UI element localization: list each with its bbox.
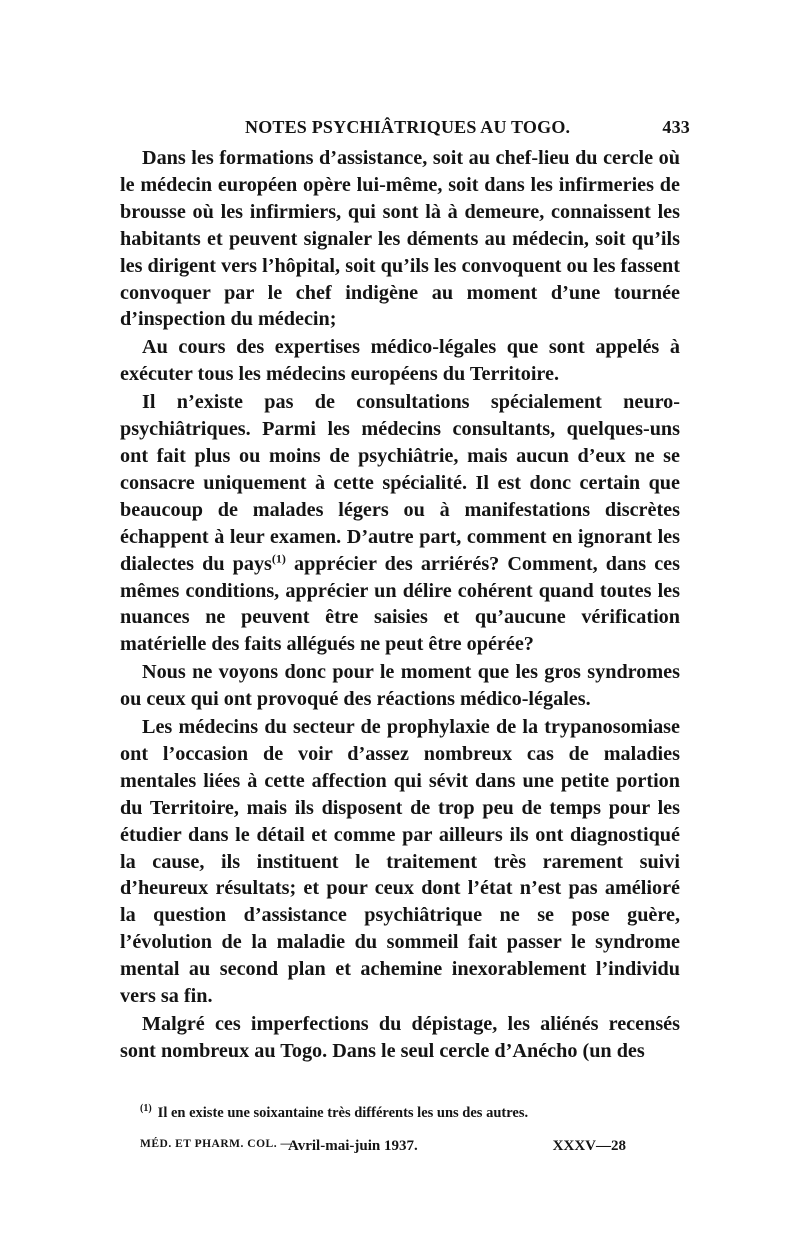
footer-signature: XXXV—28 xyxy=(552,1138,626,1154)
paragraph-depistage: Malgré ces imperfections du dépistage, les aliénés recensés sont nombreux au Togo. Dans le seul cercle d’Anécho (un des xyxy=(120,1013,680,1062)
paragraph-consultations-end: apprécier des arriérés? Comment, dans ces mêmes conditions, apprécier un délire cohérent quand toutes les nuances ne peuvent être saisies et qu’aucune vérification matérielle des faits allégués ne peut être opérée? xyxy=(120,552,680,656)
paragraph-expertises: Au cours des expertises médico-légales que sont appelés à exécuter tous les médecins européens du Territoire. xyxy=(120,336,680,386)
footer-source: MÉD. ET PHARM. COL. — xyxy=(140,1138,293,1150)
paragraph-gros-syndromes: Nous ne voyons donc pour le moment que les gros syndromes ou ceux qui ont provoqué des réactions médico-légales. xyxy=(120,661,680,711)
paragraph-consultations xyxy=(120,389,680,658)
paragraph-trypanosomiase: Les médecins du secteur de prophylaxie de la trypanosomiase ont l’occasion de voir d’assez nombreux cas de maladies mentales liées à cette affection qui sévit dans une petite portion du Territoire, mais ils disposent de trop peu de temps pour les étudier dans le détail et comme par ailleurs ils ont diagnostiqué la cause, ils instituent le traitement très rarement suivi d’heureux résultats; et pour ceux dont l’état n’est pas amélioré la question d’assistance psychiâtrique ne se pose guère, l’évolution de la maladie du sommeil fait passer le syndrome mental au second plan et achemine inexorablement l’individu vers sa fin. xyxy=(120,716,680,1008)
paragraph-formations: Dans les formations d’assistance, soit au chef-lieu du cercle où le médecin européen opère lui-même, soit dans les infirmeries de brousse où les infirmiers, qui sont là à demeure, connaissent les habitants et peuvent signaler les déments au médecin, soit qu’ils les dirigent vers l’hôpital, soit qu’ils les convoquent ou les fassent convoquer par le chef indigène au moment d’une tournée d’inspection du médecin; xyxy=(120,147,680,331)
footnote xyxy=(140,1105,680,1122)
footer-dates: Avril-mai-juin 1937. xyxy=(288,1138,418,1154)
paragraph-consultations-start: Il n’existe pas de consultations spécialement neuro-psychiâtriques. Parmi les médecins consultants, quelques-uns ont fait plus ou moins de psychiâtrie, mais aucun d’eux ne se consacre uniquement à cette spécialité. Il est donc certain que beaucoup de malades légers ou à manifestations discrètes échappent à leur examen. D’autre part, comment en ignorant les dialectes du pays xyxy=(120,391,680,575)
footnote-marker: (1) xyxy=(140,1103,152,1115)
running-title: NOTES PSYCHIÂTRIQUES AU TOGO. xyxy=(245,117,571,137)
body-text xyxy=(120,145,680,1065)
footnote-reference: (1) xyxy=(271,550,286,565)
page-number: 433 xyxy=(662,117,690,137)
page-footer xyxy=(140,1138,626,1160)
footnote-text: Il en existe une soixantaine très différents les uns des autres. xyxy=(157,1105,529,1121)
running-head xyxy=(120,117,690,143)
